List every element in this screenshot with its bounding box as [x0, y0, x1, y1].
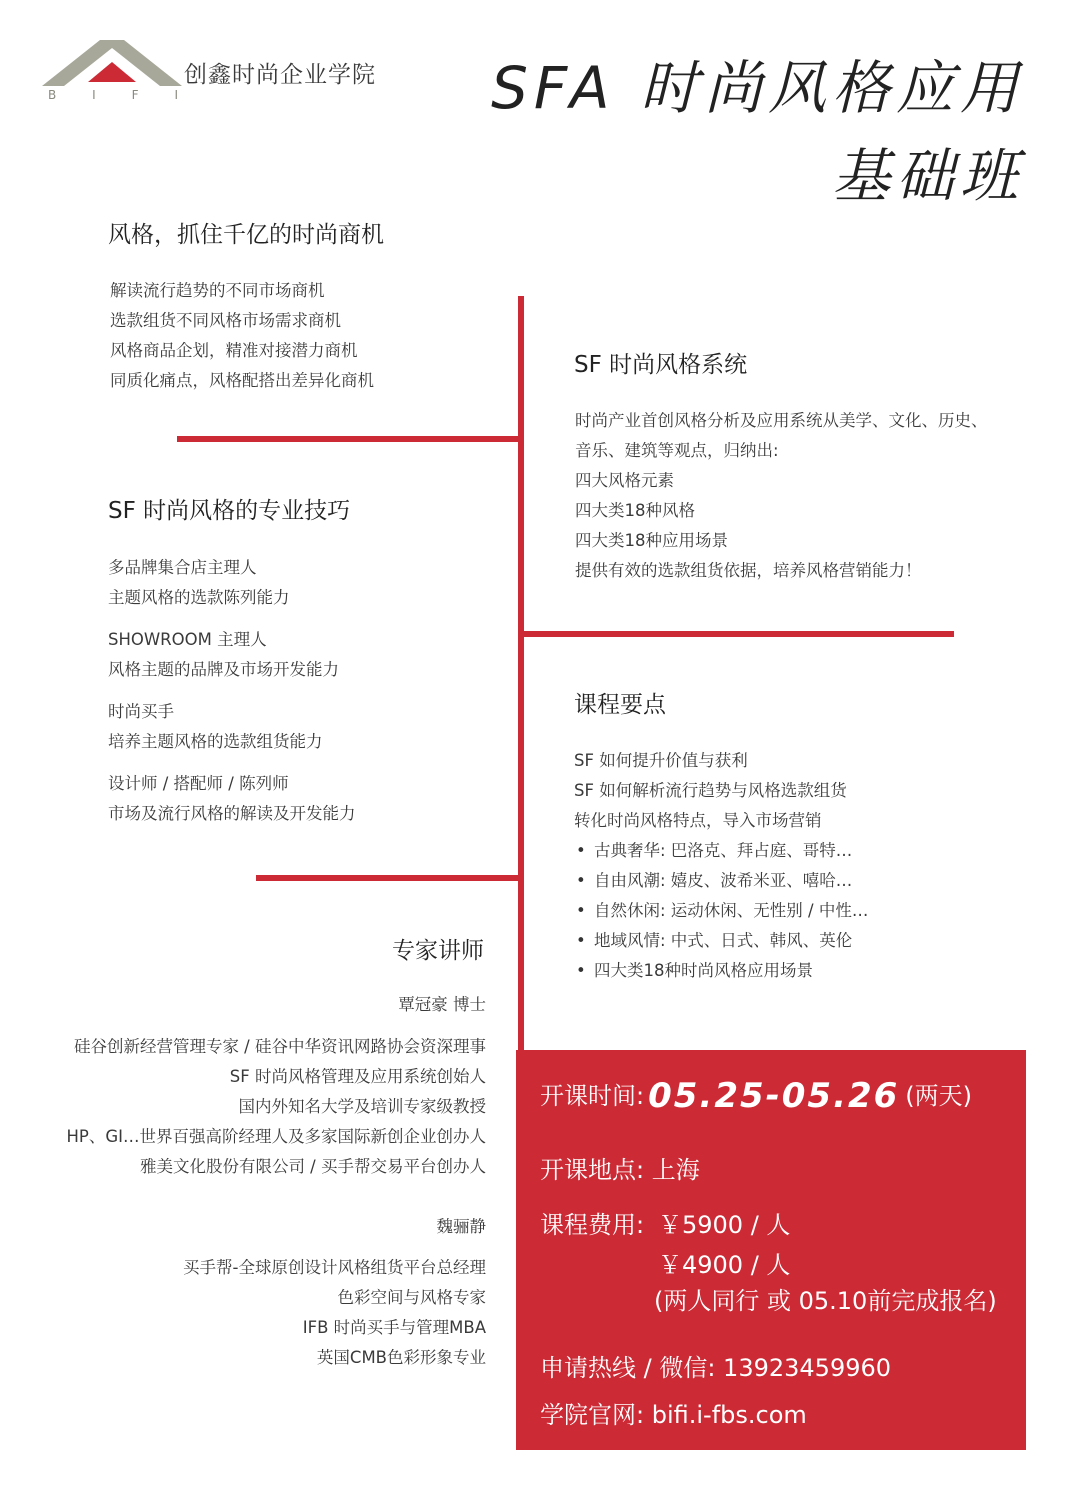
- text-line: 市场及流行风格的解读及开发能力: [108, 804, 356, 823]
- logo-letter: B: [48, 88, 57, 102]
- vertical-divider: [518, 296, 524, 1052]
- text-line: 英国CMB色彩形象专业: [316, 1348, 486, 1367]
- course-time-value: 05.25-05.26: [648, 1076, 900, 1116]
- text-line: IFB 时尚买手与管理MBA: [302, 1318, 486, 1337]
- text-line: 色彩空间与风格专家: [337, 1288, 486, 1307]
- section-heading-experts: 专家讲师: [392, 938, 484, 964]
- text-line: 音乐、建筑等观点，归纳出:: [575, 441, 779, 460]
- text-line: 培养主题风格的选款组货能力: [108, 732, 323, 751]
- title-line-2: 基础班: [831, 142, 1024, 210]
- section-skills-lines: [108, 553, 356, 829]
- points-bullet-list: [574, 836, 868, 986]
- course-info-box: [516, 1050, 1026, 1450]
- expert-1-name: 覃冠豪 博士: [398, 995, 486, 1014]
- list-item: • 四大类18种时尚风格应用场景: [574, 956, 868, 986]
- list-item: • 地域风情: 中式、日式、韩风、英伦: [574, 926, 868, 956]
- text-line: 四大类18种应用场景: [575, 531, 728, 550]
- course-fee-1: ￥5900 / 人: [658, 1211, 791, 1239]
- expert-2-name: 魏骊静: [436, 1217, 486, 1236]
- text-line: SF 如何解析流行趋势与风格选款组货: [574, 781, 847, 800]
- section-style-lines: [110, 276, 374, 396]
- section-system-lines: [575, 406, 988, 586]
- logo-letter: I: [174, 88, 178, 102]
- section-heading-points: 课程要点: [574, 692, 666, 718]
- text-line: 选款组货不同风格市场需求商机: [110, 311, 341, 330]
- logo-name: 创鑫时尚企业学院: [184, 62, 376, 88]
- text-line: 四大类18种风格: [575, 501, 695, 520]
- course-time-suffix: (两天): [905, 1082, 973, 1110]
- course-fee-2: ￥4900 / 人: [658, 1251, 791, 1279]
- text-line: 同质化痛点，风格配搭出差异化商机: [110, 371, 374, 390]
- section-heading-system: SF 时尚风格系统: [574, 352, 748, 378]
- branch-line-right: [522, 631, 954, 637]
- text-line: 多品牌集合店主理人: [108, 558, 257, 577]
- text-line: SF 时尚风格管理及应用系统创始人: [229, 1067, 486, 1086]
- list-item: • 自然休闲: 运动休闲、无性别 / 中性…: [574, 896, 868, 926]
- logo-letter: F: [131, 88, 139, 102]
- course-fee-label: 课程费用:: [540, 1211, 645, 1239]
- text-line: 解读流行趋势的不同市场商机: [110, 281, 325, 300]
- text-line: 四大风格元素: [575, 471, 674, 490]
- course-fee-note: (两人同行 或 05.10前完成报名): [654, 1287, 997, 1315]
- course-time-label: 开课时间:: [540, 1082, 645, 1110]
- title-line-1: SFA 时尚风格应用: [491, 54, 1024, 122]
- logo-letters: [48, 88, 178, 102]
- list-item: • 古典奢华: 巴洛克、拜占庭、哥特…: [574, 836, 868, 866]
- section-heading-skills: SF 时尚风格的专业技巧: [108, 498, 351, 524]
- text-line: 设计师 / 搭配师 / 陈列师: [108, 774, 289, 793]
- expert-1-bio: [66, 1032, 486, 1182]
- course-time: [540, 1076, 972, 1116]
- text-line: HP、GI…世界百强高阶经理人及多家国际新创企业创办人: [66, 1127, 486, 1146]
- text-line: SF 如何提升价值与获利: [574, 751, 748, 770]
- branch-line-left-1: [177, 436, 520, 442]
- text-line: 风格商品企划，精准对接潜力商机: [110, 341, 358, 360]
- section-points-lines: [574, 746, 868, 986]
- text-line: 转化时尚风格特点，导入市场营销: [574, 811, 822, 830]
- text-line: 主题风格的选款陈列能力: [108, 588, 290, 607]
- section-heading-style: 风格，抓住千亿的时尚商机: [108, 222, 384, 248]
- text-line: SHOWROOM 主理人: [108, 630, 267, 649]
- text-line: 风格主题的品牌及市场开发能力: [108, 660, 339, 679]
- text-line: 买手帮-全球原创设计风格组货平台总经理: [183, 1258, 486, 1277]
- text-line: 国内外知名大学及培训专家级教授: [238, 1097, 486, 1116]
- page-title: [491, 44, 1024, 220]
- logo-roof-icon: [42, 40, 182, 90]
- hotline: 申请热线 / 微信: 13923459960: [540, 1354, 892, 1382]
- course-place: 开课地点: 上海: [540, 1156, 700, 1184]
- logo-letter: I: [92, 88, 96, 102]
- text-line: 时尚产业首创风格分析及应用系统从美学、文化、历史、: [575, 411, 988, 430]
- list-item: • 自由风潮: 嬉皮、波希米亚、嘻哈…: [574, 866, 868, 896]
- branch-line-left-2: [256, 875, 520, 881]
- text-line: 硅谷创新经营管理专家 / 硅谷中华资讯网路协会资深理事: [73, 1037, 486, 1056]
- logo: [42, 40, 382, 110]
- text-line: 提供有效的选款组货依据，培养风格营销能力！: [575, 561, 922, 580]
- text-line: 雅美文化股份有限公司 / 买手帮交易平台创办人: [139, 1157, 486, 1176]
- expert-2-bio: [183, 1253, 486, 1373]
- website-link[interactable]: 学院官网: bifi.i-fbs.com: [540, 1401, 807, 1429]
- text-line: 时尚买手: [108, 702, 174, 721]
